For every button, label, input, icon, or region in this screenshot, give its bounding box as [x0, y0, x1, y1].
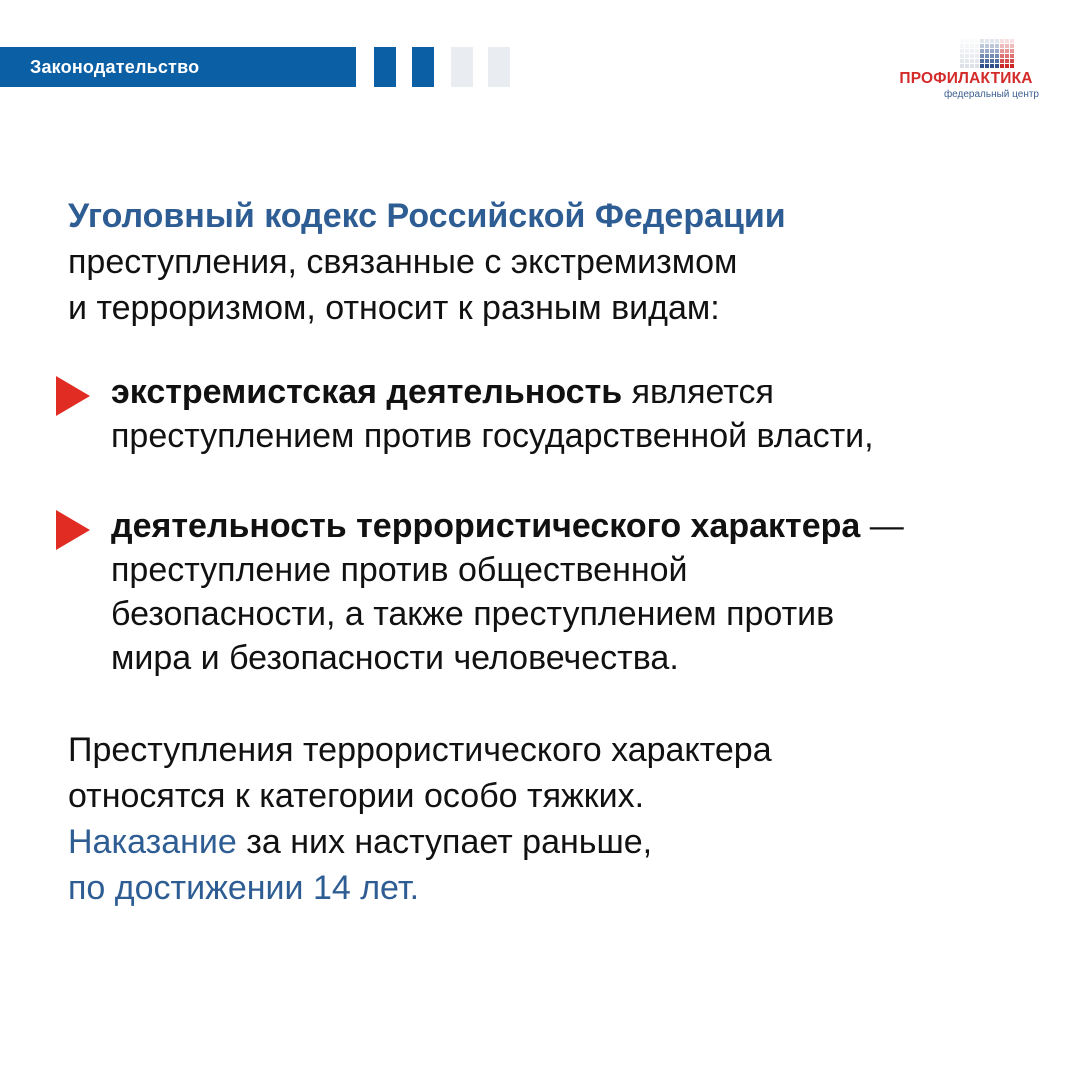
bullet-line: безопасности, а также преступлением против [111, 595, 835, 633]
outro-line: относятся к категории особо тяжких. [68, 777, 645, 815]
punishment-highlight: Наказание [68, 823, 237, 861]
outro-line: Преступления террористического характера [68, 731, 772, 769]
intro-paragraph [68, 193, 786, 331]
bullet-bold-term: экстремистская деятельность [111, 373, 623, 411]
intro-line: преступления, связанные с экстремизмом [68, 243, 738, 281]
bullet-line: мира и безопасности человечества. [111, 639, 679, 677]
pixel-grid-flag-icon [960, 39, 1014, 68]
progress-square-3 [451, 47, 473, 87]
logo [890, 36, 1050, 106]
intro-title: Уголовный кодекс Российской Федерации [68, 197, 786, 235]
logo-subtitle: федеральный центр [943, 89, 1039, 100]
category-banner [0, 47, 356, 87]
red-triangle-arrow-icon [56, 376, 90, 416]
outro-paragraph: Преступления террористического характера относятся к категории особо тяжких. Наказание за них наступает раньше, по достижении 14 лет. [68, 727, 772, 911]
progress-square-2 [412, 47, 434, 87]
progress-square-4 [488, 47, 510, 87]
bullet-bold-term: деятельность террористического характера [111, 507, 861, 545]
progress-square-1 [374, 47, 396, 87]
bullet-line: преступление против общественной [111, 551, 688, 589]
logo-title: ПРОФИЛАКТИКА [899, 70, 1033, 87]
category-label: Законодательство [30, 56, 200, 77]
red-triangle-arrow-icon [56, 510, 90, 550]
bullet-line: преступлением против государственной власти, [111, 417, 874, 455]
intro-line: и терроризмом, относит к разным видам: [68, 289, 720, 327]
age-highlight: по достижении 14 лет. [68, 869, 420, 907]
